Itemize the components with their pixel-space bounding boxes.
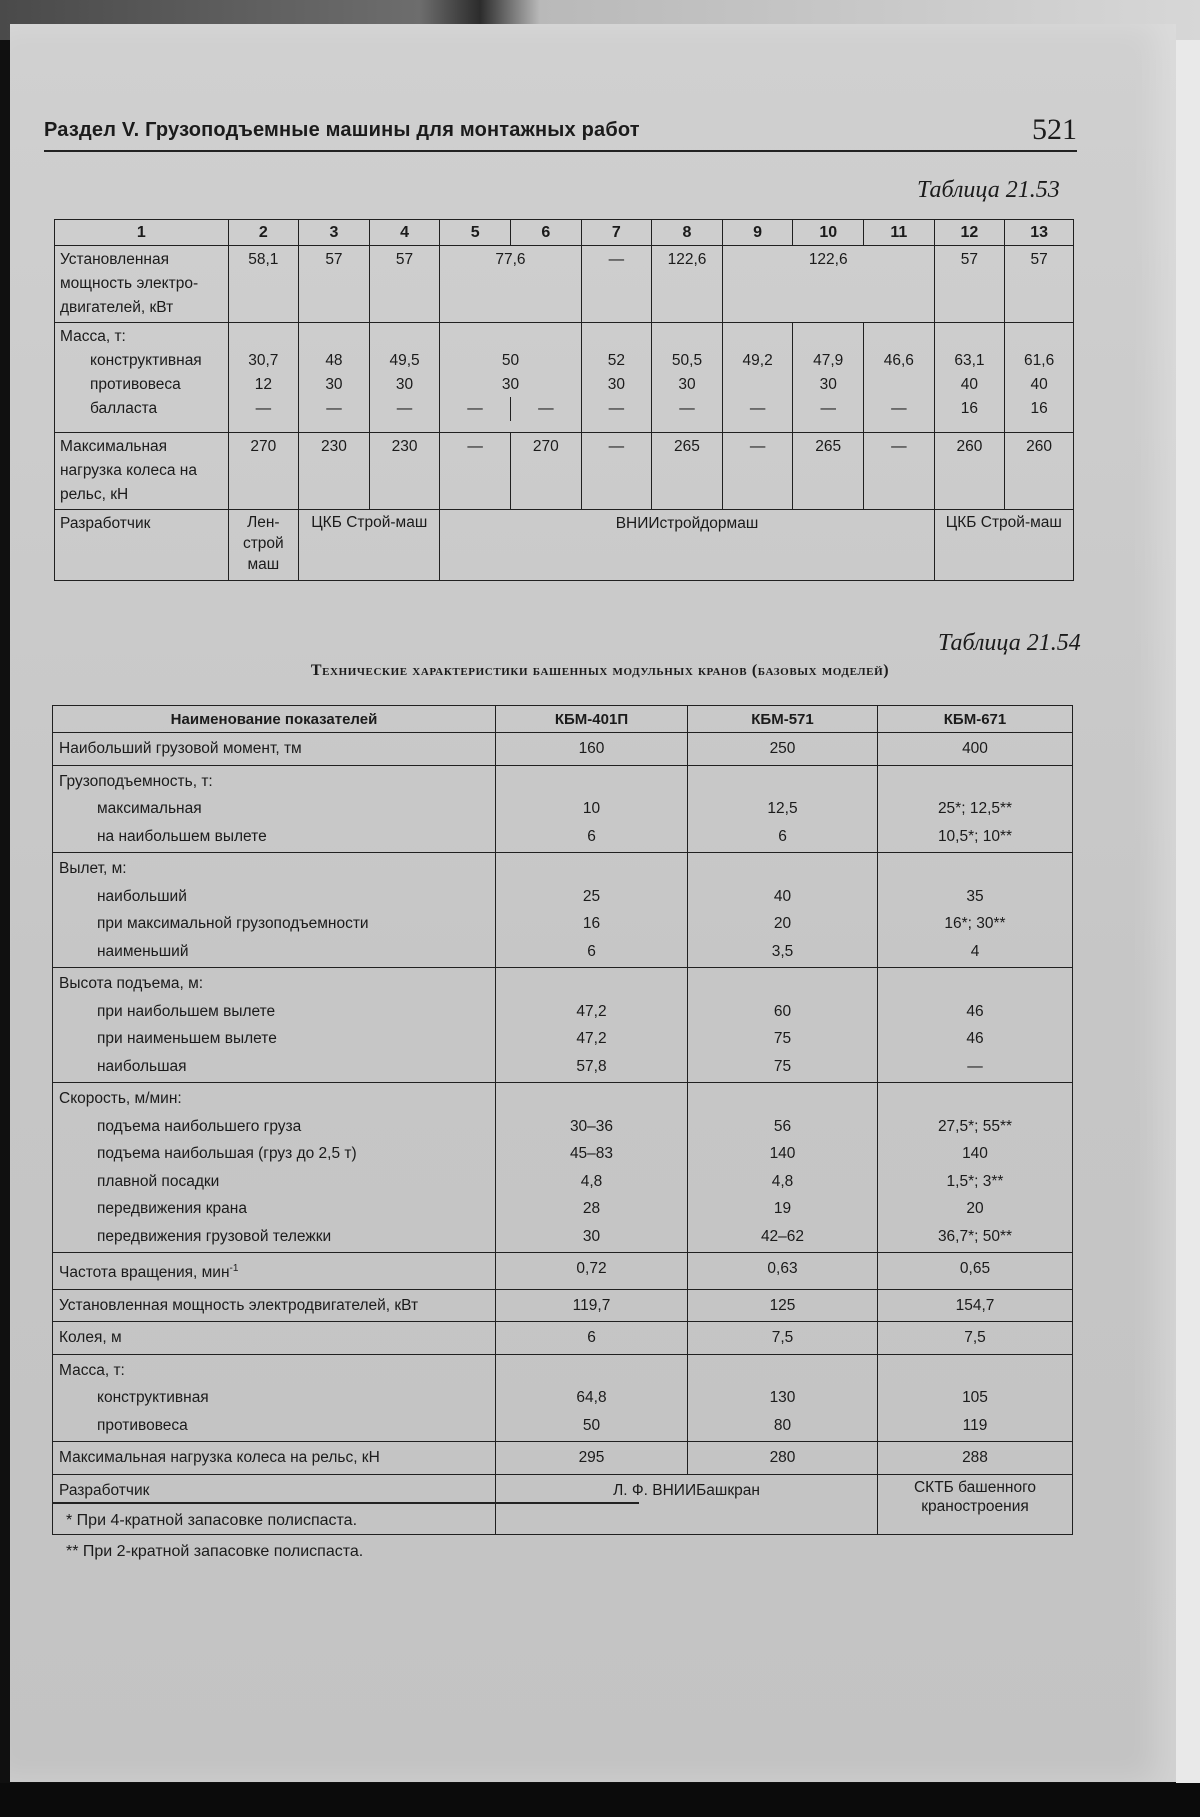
table-cell: 160 [496, 733, 688, 766]
column-header: 10 [793, 220, 864, 246]
table-cell: 10 6 [496, 765, 688, 853]
scan-bottom-edge [0, 1783, 1200, 1817]
table-cell: 105 119 [878, 1354, 1073, 1442]
table-row [53, 1322, 1073, 1355]
column-header: КБМ-401П [496, 706, 688, 733]
table-cell: 57 [299, 246, 370, 323]
table-cell: 61,6 40 16 [1005, 323, 1074, 433]
table-cell: Л. Ф. ВНИИБашкран [496, 1474, 878, 1534]
table-cell: — [722, 433, 793, 510]
column-header: 11 [864, 220, 935, 246]
table-cell: 288 [878, 1442, 1073, 1475]
column-header: 13 [1005, 220, 1074, 246]
row-group-label: Вылет, м: [59, 860, 127, 877]
row-sub-label: максимальная [97, 800, 202, 817]
row-sub-label: наибольшая [97, 1057, 187, 1075]
table-21-54 [52, 705, 1073, 1535]
table-cell: 122,6 [722, 246, 934, 323]
row-label [53, 1354, 496, 1442]
table-cell: 49,5 30 — [369, 323, 440, 433]
column-header: 9 [722, 220, 793, 246]
column-header: 3 [299, 220, 370, 246]
table-header-row [55, 220, 1074, 246]
column-header: 8 [652, 220, 723, 246]
row-sub-label: противовеса [90, 376, 181, 393]
table-cell: — [864, 433, 935, 510]
row-sub-label: подъема наибольшего груза [97, 1117, 302, 1135]
table-cell: 50,5 30 — [652, 323, 723, 433]
table-cell: Лен-строй маш [228, 510, 299, 581]
table-cell: 60 75 75 [688, 968, 878, 1083]
column-header: КБМ-671 [878, 706, 1073, 733]
table-cell: ВНИИстройдормаш [440, 510, 934, 581]
table-cell: 130 80 [688, 1354, 878, 1442]
row-label: Установленная мощность электро-двигателей, кВт [55, 246, 229, 323]
table-cell: 122,6 [652, 246, 723, 323]
footnote: ** При 2-кратной запасовке полиспаста. [66, 1543, 364, 1560]
row-group-label: Масса, т: [59, 1361, 125, 1379]
table-cell: 64,8 50 [496, 1354, 688, 1442]
table-cell: 27,5*; 55** 140 1,5*; 3** 20 36,7*; 50** [878, 1083, 1073, 1253]
table-cell: 6 [496, 1322, 688, 1355]
table-cell: 230 [369, 433, 440, 510]
row-sub-label: конструктивная [90, 352, 202, 369]
table-cell: 260 [1005, 433, 1074, 510]
table-cell: 270 [228, 433, 299, 510]
table-cell: 58,1 [228, 246, 299, 323]
table-21-53 [54, 219, 1074, 581]
table-cell: 0,65 [878, 1253, 1073, 1290]
table-cell: 25*; 12,5** 10,5*; 10** [878, 765, 1073, 853]
running-header [44, 113, 1077, 153]
table-21-54-caption: Таблица 21.54 [938, 630, 1081, 656]
column-header: КБМ-571 [688, 706, 878, 733]
row-group-label: Скорость, м/мин: [59, 1090, 182, 1107]
row-sub-label: при максимальной грузоподъемности [97, 915, 369, 932]
table-row [55, 510, 1074, 581]
row-label: Разработчик [53, 1474, 496, 1534]
table-cell: 47,2 47,2 57,8 [496, 968, 688, 1083]
column-header: 2 [228, 220, 299, 246]
table-cell: 46,6 — [864, 323, 935, 433]
table-cell: 77,6 [440, 246, 581, 323]
row-sub-label: конструктивная [97, 1389, 209, 1407]
table-cell: — [440, 433, 511, 510]
table-row [53, 853, 1073, 968]
row-label [53, 968, 496, 1083]
table-row [55, 246, 1074, 323]
table-21-54-title: Технические характеристики башенных модульных кранов (базовых моделей) [310, 662, 890, 679]
row-sub-label: на наибольшем вылете [97, 827, 267, 845]
table-cell: 56 140 4,8 19 42–62 [688, 1083, 878, 1253]
row-group-label: Масса, т: [60, 328, 126, 345]
table-cell: ЦКБ Строй-маш [299, 510, 440, 581]
table-row [53, 1253, 1073, 1290]
table-cell: 250 [688, 733, 878, 766]
table-row [53, 968, 1073, 1083]
row-group-label: Грузоподъемность, т: [59, 772, 213, 790]
section-title: Раздел V. Грузоподъемные машины для монтажных работ [44, 119, 640, 141]
table-cell: 0,63 [688, 1253, 878, 1290]
table-cell: 119,7 [496, 1289, 688, 1322]
table-21-53-caption: Таблица 21.53 [917, 177, 1060, 203]
row-sub-label: подъема наибольшая (груз до 2,5 т) [97, 1145, 357, 1162]
table-cell: СКТБ башенного краностроения [878, 1474, 1073, 1534]
table-cell: 49,2 — [722, 323, 793, 433]
table-cell: 57 [1005, 246, 1074, 323]
table-row [55, 323, 1074, 433]
footnote-rule [52, 1502, 639, 1504]
table-cell: — [581, 246, 652, 323]
table-cell: 265 [793, 433, 864, 510]
footnote: * При 4-кратной запасовке полиспаста. [66, 1512, 358, 1529]
column-header: 4 [369, 220, 440, 246]
page-number: 521 [1032, 113, 1077, 146]
table-cell: 7,5 [688, 1322, 878, 1355]
row-sub-label: наибольший [97, 887, 187, 905]
table-cell: — [581, 433, 652, 510]
table-cell: 280 [688, 1442, 878, 1475]
row-sub-label: передвижения грузовой тележки [97, 1227, 332, 1245]
table-row [53, 1442, 1073, 1475]
row-group-label: Высота подъема, м: [59, 975, 204, 992]
table-cell: 295 [496, 1442, 688, 1475]
table-cell: 154,7 [878, 1289, 1073, 1322]
row-label: Установленная мощность электродвигателей, кВт [53, 1289, 496, 1322]
row-label [53, 1083, 496, 1253]
table-cell: ЦКБ Строй-маш [934, 510, 1073, 581]
table-cell: 57 [934, 246, 1005, 323]
row-label [55, 323, 229, 433]
row-sub-label: передвижения крана [97, 1200, 247, 1217]
table-cell: 260 [934, 433, 1005, 510]
column-header: 1 [55, 220, 229, 246]
column-header: 7 [581, 220, 652, 246]
footnotes [66, 1505, 363, 1567]
table-cell: 12,5 6 [688, 765, 878, 853]
table-cell: 230 [299, 433, 370, 510]
row-sub-label: плавной посадки [97, 1172, 220, 1190]
header-rule [44, 150, 1077, 152]
column-header: 5 [440, 220, 511, 246]
table-cell: 265 [652, 433, 723, 510]
row-sub-label: балласта [90, 400, 158, 417]
row-sub-label: при наименьшем вылете [97, 1030, 277, 1047]
table-cell: 46 46 — [878, 968, 1073, 1083]
table-row [53, 1354, 1073, 1442]
row-label: Наибольший грузовой момент, тм [53, 733, 496, 766]
row-sub-label: противовеса [97, 1416, 188, 1434]
table-cell: 52 30 — [581, 323, 652, 433]
row-label [53, 765, 496, 853]
table-cell: 270 [510, 433, 581, 510]
row-sub-label: при наибольшем вылете [97, 1002, 276, 1020]
column-header: Наименование показателей [53, 706, 496, 733]
table-cell: 7,5 [878, 1322, 1073, 1355]
column-header: 12 [934, 220, 1005, 246]
table-cell: 50 30 — — [440, 323, 581, 433]
table-row [53, 1289, 1073, 1322]
row-label [53, 853, 496, 968]
row-label: Максимальная нагрузка колеса на рельс, кН [53, 1442, 496, 1475]
row-sub-label: наименьший [97, 942, 189, 960]
table-row [53, 765, 1073, 853]
column-header: 6 [510, 220, 581, 246]
row-label: Частота вращения, мин$^{-1}$ [53, 1253, 496, 1290]
table-cell: 47,9 30 — [793, 323, 864, 433]
table-row [53, 1083, 1073, 1253]
scan-right-edge [1176, 40, 1200, 1785]
table-cell: 63,1 40 16 [934, 323, 1005, 433]
row-label: Максимальная нагрузка колеса на рельс, кН [55, 433, 229, 510]
table-row [53, 733, 1073, 766]
table-row [55, 433, 1074, 510]
table-header-row [53, 706, 1073, 733]
row-label: Колея, м [53, 1322, 496, 1355]
row-label: Разработчик [55, 510, 229, 581]
table-cell: 30–36 45–83 4,8 28 30 [496, 1083, 688, 1253]
table-cell: 125 [688, 1289, 878, 1322]
table-cell: 48 30 — [299, 323, 370, 433]
table-cell: 0,72 [496, 1253, 688, 1290]
table-cell: 35 16*; 30** 4 [878, 853, 1073, 968]
table-cell: 40 20 3,5 [688, 853, 878, 968]
table-cell: 400 [878, 733, 1073, 766]
table-cell: 30,7 12 — [228, 323, 299, 433]
table-cell: 25 16 6 [496, 853, 688, 968]
table-cell: 57 [369, 246, 440, 323]
